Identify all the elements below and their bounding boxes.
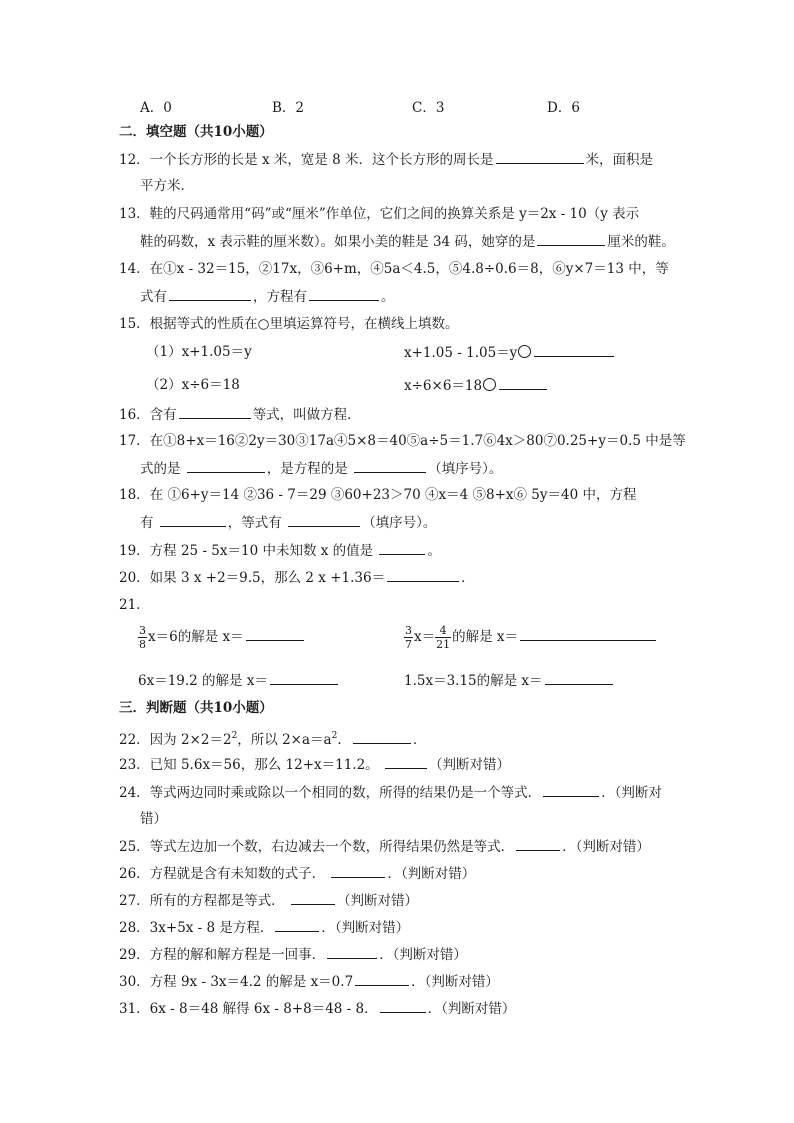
question-27: 27．所有的方程都是等式． （判断对错） [119,893,418,909]
option-c: C．3 [412,100,445,116]
question-13: 13．鞋的尺码通常用“码”或“厘米”作单位，它们之间的换算关系是 y＝2x - 10（y 表示 [119,206,640,222]
question-12-cont: 平方米． [140,178,194,194]
option-b: B．2 [272,100,305,116]
question-17: 17．在①8+x＝16②2y＝30③17a④5×8＝40⑤a÷5＝1.7⑥4x＞80⑦0.25+y＝0.5 中是等 [119,433,686,449]
question-26: 26．方程就是含有未知数的式子． ．（判断对错） [119,866,476,882]
option-d: D．6 [547,100,580,116]
question-24-cont: 错） [140,811,167,827]
question-23: 23．已知 5.6x＝56，那么 12+x＝11.2。 （判断对错） [119,757,510,773]
circle-blank [518,345,531,358]
question-15: 15．根据等式的性质在○里填运算符号，在横线上填数。 [119,316,459,332]
question-22: 22．因为 $2\times 2=2^2$，所以 $2\times a=a^2$． ． [119,731,427,748]
question-21-eq3: 6x＝19.2 的解是 x＝ [138,671,340,690]
question-17-cont: 式的是 ，是方程的是 （填序号）。 [140,461,503,477]
question-15-row2-right: x÷6×6＝18 [404,376,549,395]
question-30: 30．方程 9x - 3x＝4.2 的解是 x＝0.7 ．（判断对错） [119,974,499,990]
question-15-row2-left: （2）x÷6＝18 [146,377,240,393]
question-21-eq1: $\frac{3}{8}$ x＝6的解是 x＝ [138,624,306,651]
question-21-eq2: $\frac{3}{7}$ x＝ $\frac{4}{21}$ 的解是 x＝ [404,624,658,651]
fraction: $\frac{3}{7}$ [405,624,412,651]
question-16: 16．含有 等式，叫做方程． [119,407,361,423]
question-28: 28．3x+5x - 8 是方程． ．（判断对错） [119,920,410,936]
question-18: 18．在 ①6+y＝14 ②36 - 7＝29 ③60+23＞70 ④x＝4 ⑤8+x⑥ 5y＝40 中，方程 [119,487,637,503]
question-13-cont: 鞋的码数，x 表示鞋的厘米数）。如果小美的鞋是 34 码，她穿的是 厘米的鞋。 [140,234,675,250]
question-25: 25．等式左边加一个数，右边减去一个数，所得结果仍然是等式． ．（判断对错） [119,839,650,855]
fraction: $\frac{3}{8}$ [139,624,146,651]
option-a: A．0 [140,100,172,116]
question-20: 20．如果 3 x +2＝9.5，那么 2 x +1.36＝ ． [119,570,475,586]
fraction: $\frac{4}{21}$ [436,624,451,651]
question-21: 21． [119,597,150,613]
question-14-cont: 式有 ，方程有 。 [140,289,395,305]
question-19: 19．方程 25 - 5x＝10 中未知数 x 的值是 。 [119,543,441,559]
question-29: 29．方程的解和解方程是一回事． ．（判断对错） [119,947,467,963]
question-21-eq4: 1.5x＝3.15的解是 x＝ [404,671,615,690]
question-14: 14．在①x - 32＝15，②17x，③6+m，④5a＜4.5，⑤4.8÷0.6＝8，⑥y×7＝13 中，等 [119,261,669,277]
section-heading-true-false: 三．判断题（共10小题） [119,700,273,716]
question-15-row1-left: （1）x+1.05＝y [146,344,252,360]
question-24: 24．等式两边同时乘或除以一个相同的数，所得的结果仍是一个等式． ．（判断对 [119,785,662,801]
circle-blank [483,378,496,391]
question-15-row1-right: x+1.05 - 1.05＝y [404,343,616,362]
question-12: 12．一个长方形的长是 x 米，宽是 8 米．这个长方形的周长是 米，面积是 [119,152,654,168]
question-31: 31．6x - 8＝48 解得 6x - 8+8＝48 - 8． ．（判断对错） [119,1001,516,1017]
section-heading-fill-in: 二．填空题（共10小题） [119,124,273,140]
question-18-cont: 有 ，等式有 （填序号）。 [140,515,437,531]
